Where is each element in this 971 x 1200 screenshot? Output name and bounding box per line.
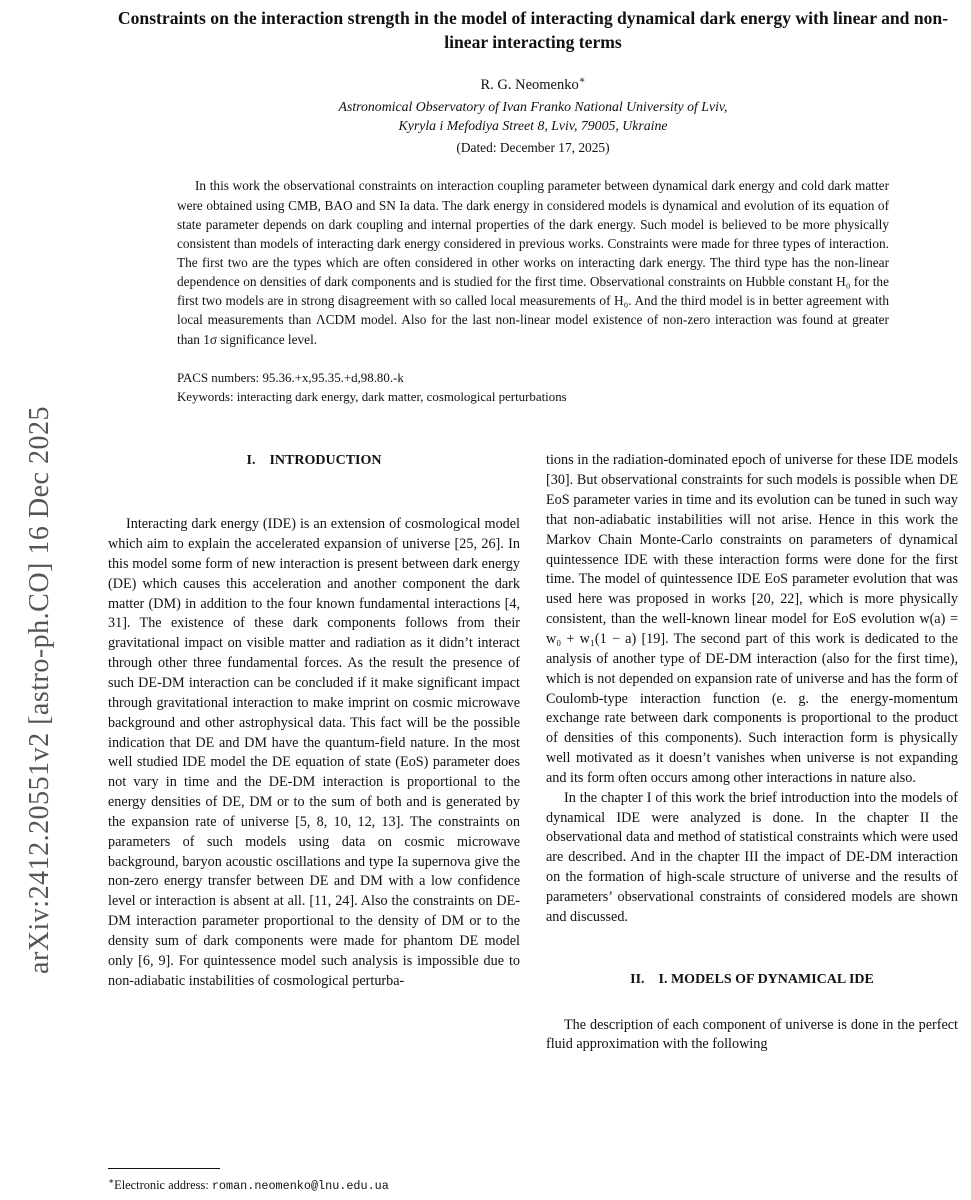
footnote-block xyxy=(108,1168,520,1193)
two-column-body xyxy=(108,451,958,1055)
author-line xyxy=(108,75,958,94)
affiliation-line-2: Kyryla i Mefodiya Street 8, Lviv, 79005, Ukraine xyxy=(398,118,668,134)
intro-paragraph-2: In the chapter I of this work the brief introduction into the models of dynamical IDE were analyzed is done. In the chapter II the observational data and method of statistical constraints which were used are described. And in the chapter III the impact of DE-DM interaction on the formation of high-scale structure of universe and the results of parameters’ observational constraints of considered models are shown and discussed. xyxy=(546,789,958,925)
footnote-marker: ∗ xyxy=(108,1176,115,1186)
paper-content xyxy=(108,6,958,1055)
author-footnote-marker: ∗ xyxy=(578,74,586,86)
section-heading-introduction: I. INTRODUCTION xyxy=(246,453,382,469)
footnote-divider xyxy=(108,1168,220,1169)
footnote-text xyxy=(108,1176,520,1193)
abstract-text: In this work the observational constraints on interaction coupling parameter between dynamical dark energy and cold dark matter were obtained using CMB, BAO and SN Ia data. The dark energy in considered models is dynamical and evolution of its equation of state parameter depends on dark coupling and internal properties of the dark energy. Such model is believed to be more physically consistent than models of interacting dark energy considered in previous works. Constraints were made for three types of interaction. The first two are the types which are often considered in other works on interacting dark energy. The third type has the non-linear dependence on densities of dark components and is studied for the first time. Observational constraints on Hubble constant H₀ for the first two models are in strong disagreement with so called local measurements of H₀. And the third model is in better agreement with local measurements than ΛCDM model. Also for the last non-linear model existence of non-zero interaction was found at greater than 1σ significance level. xyxy=(177,178,889,347)
affiliation-line-1: Astronomical Observatory of Ivan Franko National University of Lviv, xyxy=(338,99,728,115)
pacs-line: PACS numbers: 95.36.+x,95.35.+d,98.80.-k xyxy=(177,370,404,385)
left-column xyxy=(108,451,520,1055)
section-heading-models: II. I. MODELS OF DYNAMICAL IDE xyxy=(630,971,874,987)
arxiv-sidebar-stamp: arXiv:2412.20551v2 [astro-ph.CO] 16 Dec 2025 xyxy=(24,406,55,974)
right-column xyxy=(546,451,958,1055)
page-title: Constraints on the interaction strength in the model of interacting dynamical dark energy with linear and non-linear interacting terms xyxy=(117,8,949,53)
intro-paragraph-1: Interacting dark energy (IDE) is an extension of cosmological model which aim to explain the accelerated expansion of universe [25, 26]. In this model some form of new interaction is present between dark energy (DE) which causes this acceleration and another component the dark matter (DM) in addition to the four known fundamental interactions [4, 31]. The existence of these dark components follows from their gravitational impact on visible matter and radiation as it didn’t interact through other three fundamental forces. As the result the presence of such DE-DM interaction can be concluded if it make significant impact through gravitational interaction to make imprint on cosmic microwave background and other astrophysical data. This fact will be the possible indication that DE and DM have the quantum-field nature. In the most well studied IDE model the DE equation of state (EoS) parameter does not vary in time and the DE-DM interaction is proportional to the energy densities of DE, DM or to the sum of both and is generated by the expansion rate of universe [5, 8, 10, 12, 13]. The constraints on parameters of such models using data on cosmic microwave background, baryon acoustic oscillations and type Ia supernova give the non-zero energy transfer between DE and DM with a low confidence level or interaction is absent at all. [11, 24]. Also the constraints on DE-DM interaction parameter proportional to the density of DM or to the density sum of dark components were made for phantom DE model only [6, 9]. For quintessence model such analysis is impossible due to non-adiabatic instabilities of cosmological perturba- xyxy=(108,516,520,989)
intro-paragraph-continuation: tions in the radiation-dominated epoch of universe for these IDE models [30]. But observational constraints for such models is possible when DE EoS parameter varies in time and its evolution can be tuned in such way that non-adiabatic instabilities will not arise. Hence in this work the Markov Chain Monte-Carlo constraints on parameters of dynamical quintessence IDE with these interaction forms were done for the first time. The model of quintessence IDE EoS parameter evolution that was used here was proposed in works [20, 22], which is more physically consistent, than the well-known linear model for EoS evolution w(a) = w₀ + w₁(1 − a) [19]. The second part of this work is dedicated to the analysis of another type of DE-DM interaction (also for the first time), which is not depended on expansion rate of universe and has the form of Coulomb-type interaction function (e. g. the energy-momentum exchange rate between dark components is proportional to the product of densities of this components). Such interaction form is physically well motivated as it doesn’t vanishes when universe is not expanding and its form often occurs among other interactions in nature also. xyxy=(546,452,958,786)
author-name: R. G. Neomenko xyxy=(480,76,579,93)
footnote-email-link[interactable]: roman.neomenko@lnu.edu.ua xyxy=(211,1179,389,1194)
date-line: (Dated: December 17, 2025) xyxy=(456,140,610,156)
models-paragraph-1: The description of each component of universe is done in the perfect fluid approximation with the following xyxy=(546,1016,958,1053)
footnote-label: Electronic address: xyxy=(114,1178,212,1193)
keywords-line: Keywords: interacting dark energy, dark matter, cosmological perturbations xyxy=(177,390,567,405)
